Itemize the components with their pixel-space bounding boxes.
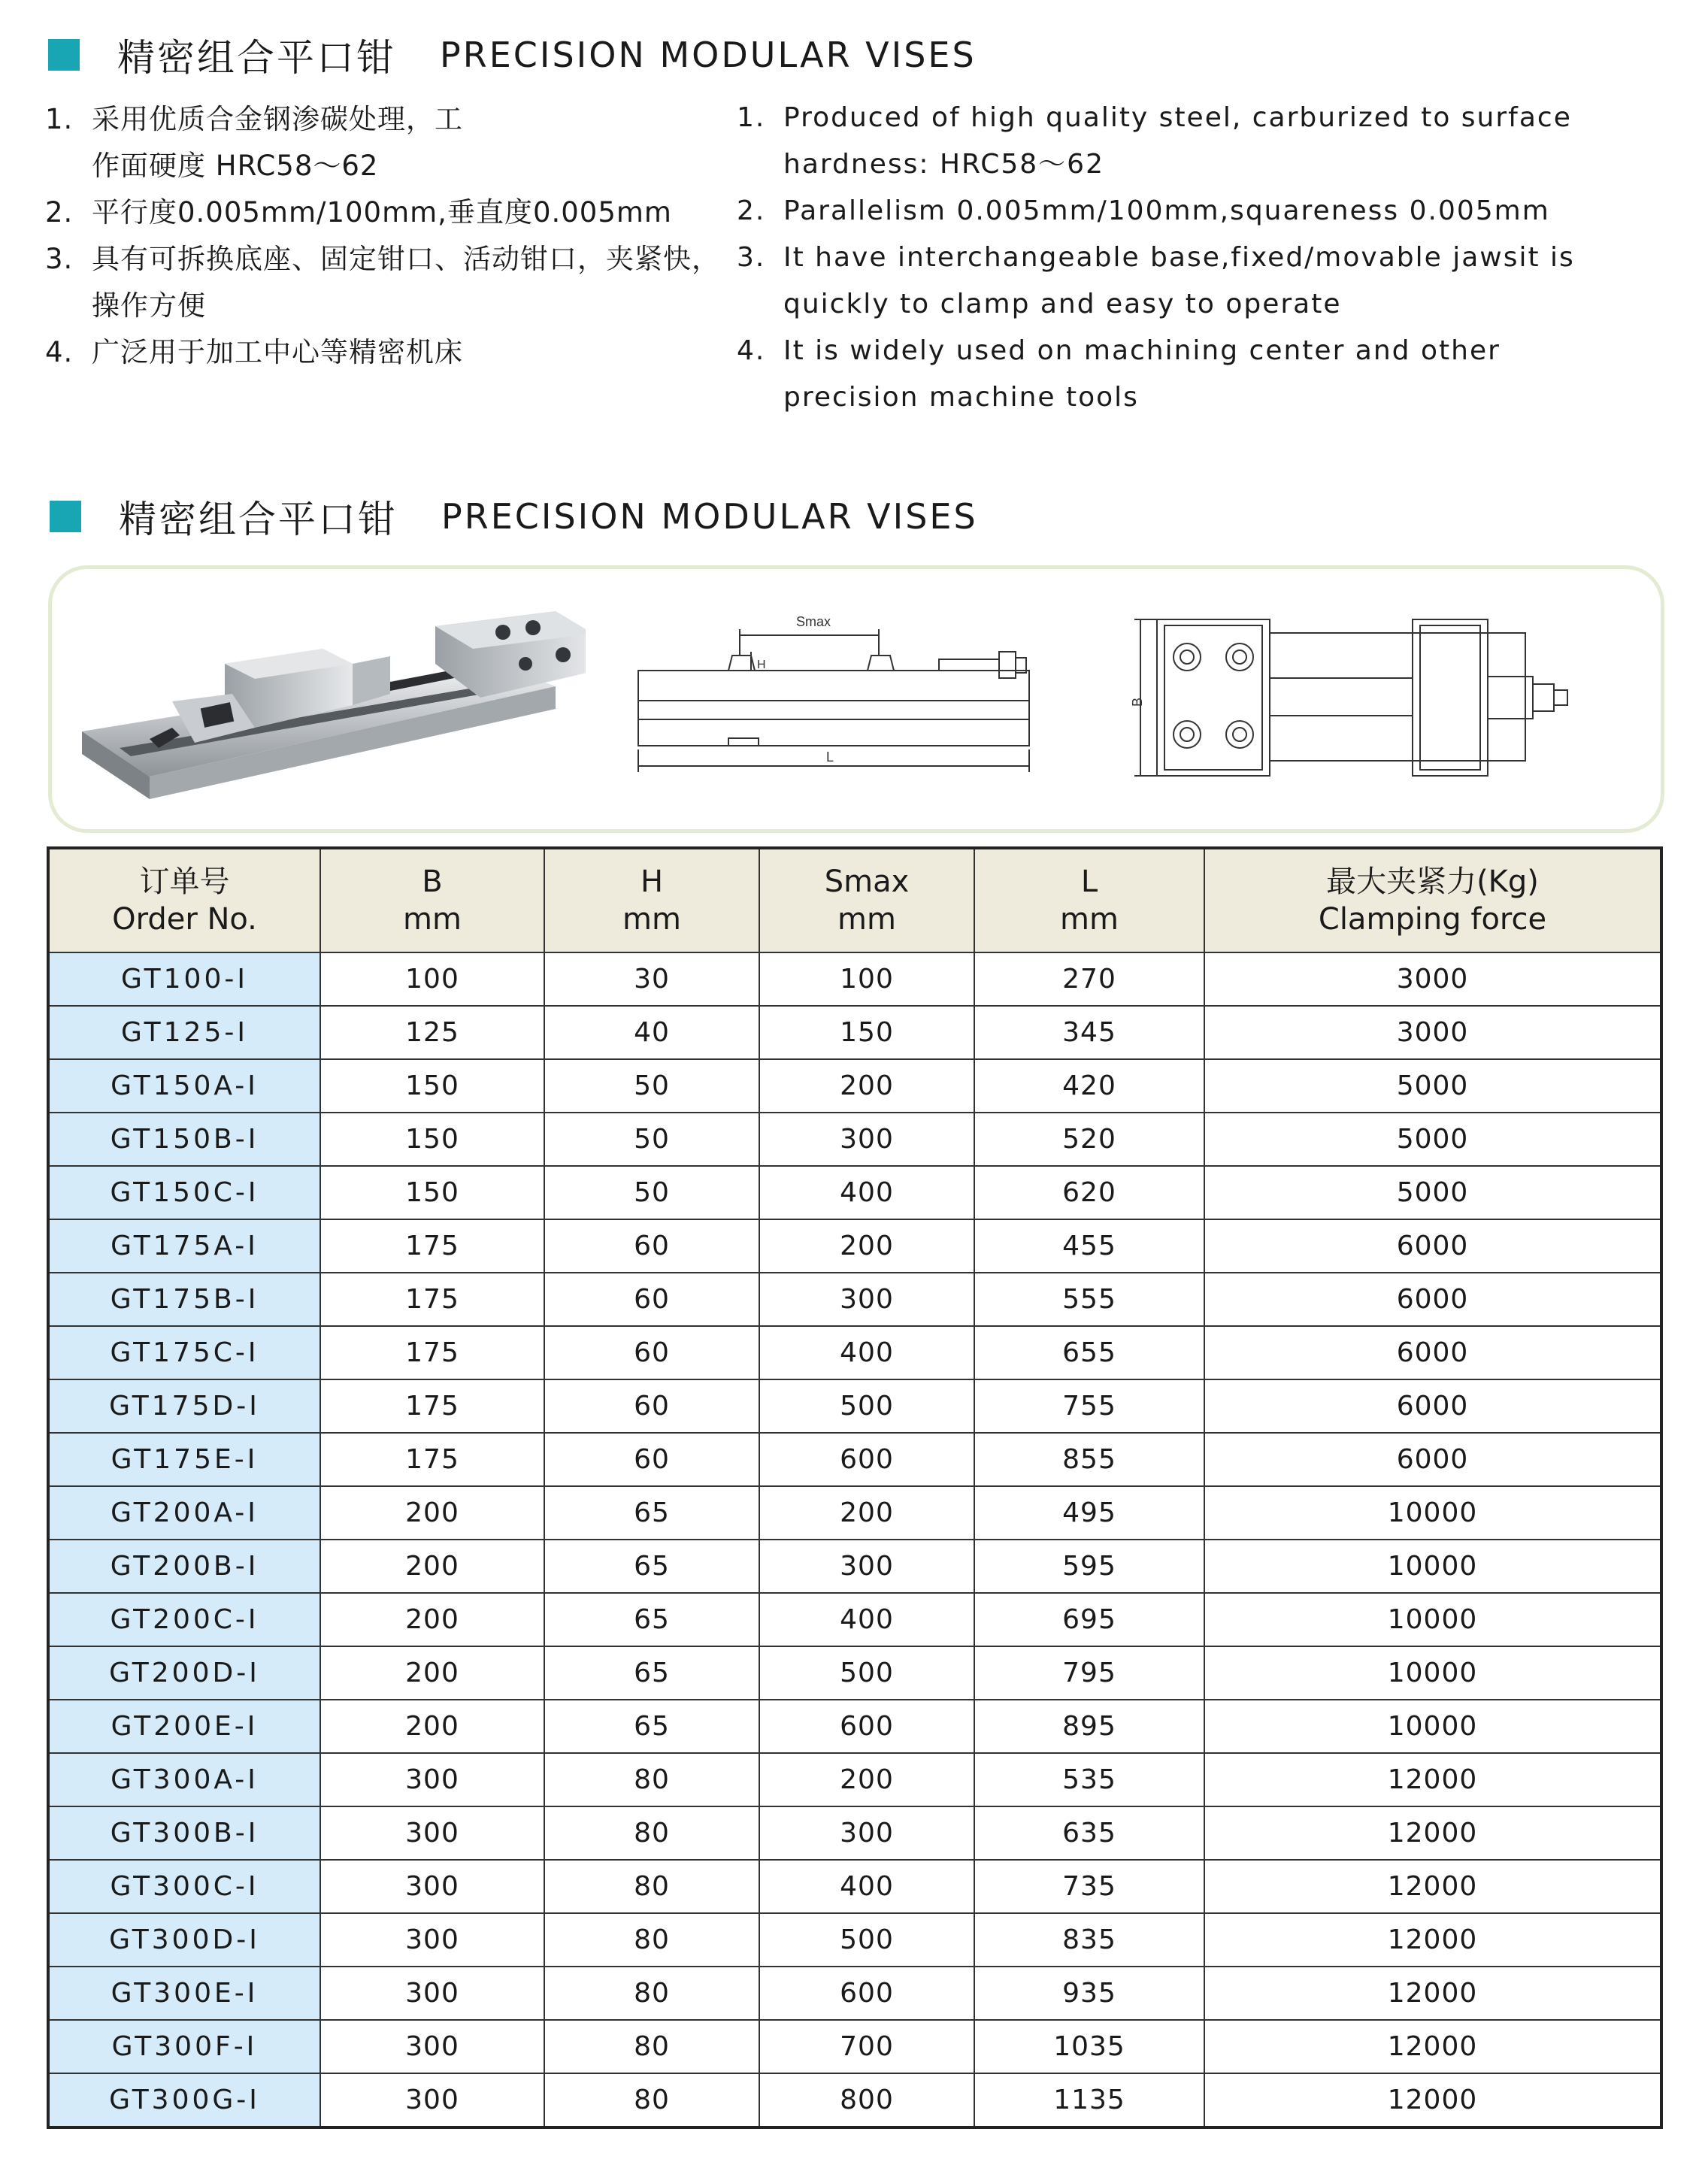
l-label: L xyxy=(826,749,834,765)
table-row xyxy=(48,1273,1661,1326)
item-number: 1. xyxy=(737,102,766,133)
cell-smax-mm: 300 xyxy=(759,1273,974,1326)
product-image-panel xyxy=(48,565,1664,833)
list-item xyxy=(45,189,722,236)
cell-smax-mm: 600 xyxy=(759,1433,974,1486)
col-header-h: H mm xyxy=(544,848,759,952)
table-row xyxy=(48,1806,1661,1860)
side-view-drawing xyxy=(623,599,1059,795)
cell-b-mm: 300 xyxy=(320,1967,544,2020)
cell-smax-mm: 400 xyxy=(759,1593,974,1646)
cell-smax-mm: 200 xyxy=(759,1753,974,1806)
cell-order-no: GT175C-Ⅰ xyxy=(48,1326,320,1379)
cell-b-mm: 175 xyxy=(320,1273,544,1326)
cell-l-mm: 735 xyxy=(974,1860,1204,1913)
table-row xyxy=(48,1379,1661,1433)
vise-photo-illustration xyxy=(74,574,586,814)
cell-smax-mm: 500 xyxy=(759,1379,974,1433)
features-en-list xyxy=(737,95,1624,421)
cell-l-mm: 895 xyxy=(974,1700,1204,1753)
table-row xyxy=(48,1967,1661,2020)
cell-smax-mm: 600 xyxy=(759,1700,974,1753)
item-number: 1. xyxy=(45,103,74,135)
cell-h-mm: 65 xyxy=(544,1486,759,1540)
cell-l-mm: 535 xyxy=(974,1753,1204,1806)
cell-h-mm: 60 xyxy=(544,1379,759,1433)
cell-h-mm: 80 xyxy=(544,1967,759,2020)
cell-l-mm: 345 xyxy=(974,1006,1204,1059)
cell-clamping-force: 5000 xyxy=(1204,1166,1661,1219)
section-title-cn: 精密组合平口钳 xyxy=(117,36,396,80)
item-text: 采用优质合金钢渗碳处理，工作面硬度 HRC58～62 xyxy=(92,103,463,182)
cell-order-no: GT175B-Ⅰ xyxy=(48,1273,320,1326)
list-item xyxy=(45,96,722,189)
cell-clamping-force: 3000 xyxy=(1204,1006,1661,1059)
cell-order-no: GT175E-Ⅰ xyxy=(48,1433,320,1486)
cell-h-mm: 80 xyxy=(544,1913,759,1967)
table-row xyxy=(48,1700,1661,1753)
cell-l-mm: 695 xyxy=(974,1593,1204,1646)
cell-clamping-force: 10000 xyxy=(1204,1700,1661,1753)
cell-smax-mm: 300 xyxy=(759,1540,974,1593)
item-number: 4. xyxy=(45,336,74,368)
cell-order-no: GT200D-Ⅰ xyxy=(48,1646,320,1700)
list-item xyxy=(737,328,1624,421)
cell-h-mm: 80 xyxy=(544,1753,759,1806)
cell-b-mm: 300 xyxy=(320,2073,544,2127)
table-header xyxy=(48,848,1661,952)
cell-order-no: GT300G-Ⅰ xyxy=(48,2073,320,2127)
cell-b-mm: 200 xyxy=(320,1646,544,1700)
table-row xyxy=(48,1646,1661,1700)
item-number: 3. xyxy=(45,243,74,275)
cell-l-mm: 935 xyxy=(974,1967,1204,2020)
cell-b-mm: 175 xyxy=(320,1326,544,1379)
col-header-order: 订单号 Order No. xyxy=(48,848,320,952)
square-bullet-icon xyxy=(48,39,80,71)
cell-clamping-force: 12000 xyxy=(1204,1753,1661,1806)
cell-b-mm: 200 xyxy=(320,1593,544,1646)
section-heading-1 xyxy=(48,29,977,81)
cell-clamping-force: 12000 xyxy=(1204,1806,1661,1860)
cell-h-mm: 65 xyxy=(544,1646,759,1700)
cell-clamping-force: 12000 xyxy=(1204,2020,1661,2073)
item-text: 广泛用于加工中心等精密机床 xyxy=(92,336,463,368)
item-text: Parallelism 0.005mm/100mm,squareness 0.005mm xyxy=(783,195,1550,226)
cell-b-mm: 200 xyxy=(320,1700,544,1753)
cell-clamping-force: 5000 xyxy=(1204,1113,1661,1166)
col-header-b: B mm xyxy=(320,848,544,952)
cell-clamping-force: 3000 xyxy=(1204,952,1661,1006)
cell-smax-mm: 100 xyxy=(759,952,974,1006)
cell-l-mm: 635 xyxy=(974,1806,1204,1860)
cell-b-mm: 125 xyxy=(320,1006,544,1059)
cell-clamping-force: 10000 xyxy=(1204,1486,1661,1540)
table-row xyxy=(48,1113,1661,1166)
cell-clamping-force: 6000 xyxy=(1204,1326,1661,1379)
cell-clamping-force: 10000 xyxy=(1204,1540,1661,1593)
top-view-drawing xyxy=(1127,603,1608,798)
cell-order-no: GT200E-Ⅰ xyxy=(48,1700,320,1753)
col-header-smax: Smax mm xyxy=(759,848,974,952)
table-row xyxy=(48,1006,1661,1059)
cell-h-mm: 65 xyxy=(544,1700,759,1753)
cell-clamping-force: 5000 xyxy=(1204,1059,1661,1113)
cell-order-no: GT150C-Ⅰ xyxy=(48,1166,320,1219)
cell-h-mm: 65 xyxy=(544,1593,759,1646)
cell-b-mm: 150 xyxy=(320,1059,544,1113)
table-row xyxy=(48,2073,1661,2127)
cell-smax-mm: 200 xyxy=(759,1219,974,1273)
cell-order-no: GT300E-Ⅰ xyxy=(48,1967,320,2020)
cell-order-no: GT300F-Ⅰ xyxy=(48,2020,320,2073)
cell-b-mm: 200 xyxy=(320,1540,544,1593)
cell-order-no: GT150A-Ⅰ xyxy=(48,1059,320,1113)
section-title-en: PRECISION MODULAR VISES xyxy=(441,496,978,537)
cell-h-mm: 60 xyxy=(544,1273,759,1326)
cell-smax-mm: 500 xyxy=(759,1913,974,1967)
table-row xyxy=(48,1753,1661,1806)
cell-smax-mm: 400 xyxy=(759,1860,974,1913)
cell-h-mm: 80 xyxy=(544,1860,759,1913)
cell-clamping-force: 10000 xyxy=(1204,1646,1661,1700)
cell-order-no: GT300B-Ⅰ xyxy=(48,1806,320,1860)
table-row xyxy=(48,1913,1661,1967)
cell-h-mm: 80 xyxy=(544,2073,759,2127)
cell-order-no: GT125-Ⅰ xyxy=(48,1006,320,1059)
item-text: 具有可拆换底座、固定钳口、活动钳口，夹紧快，操作方便 xyxy=(92,243,720,322)
list-item xyxy=(737,188,1624,235)
cell-smax-mm: 400 xyxy=(759,1166,974,1219)
cell-order-no: GT200A-Ⅰ xyxy=(48,1486,320,1540)
cell-l-mm: 555 xyxy=(974,1273,1204,1326)
cell-clamping-force: 6000 xyxy=(1204,1273,1661,1326)
cell-l-mm: 755 xyxy=(974,1379,1204,1433)
cell-l-mm: 270 xyxy=(974,952,1204,1006)
cell-smax-mm: 150 xyxy=(759,1006,974,1059)
cell-b-mm: 300 xyxy=(320,2020,544,2073)
cell-h-mm: 40 xyxy=(544,1006,759,1059)
cell-smax-mm: 500 xyxy=(759,1646,974,1700)
cell-smax-mm: 200 xyxy=(759,1059,974,1113)
cell-clamping-force: 12000 xyxy=(1204,1860,1661,1913)
col-header-l: L mm xyxy=(974,848,1204,952)
section-heading-2 xyxy=(50,490,978,543)
cell-l-mm: 795 xyxy=(974,1646,1204,1700)
h-label: H xyxy=(757,659,766,671)
b-label: B xyxy=(1130,697,1145,707)
cell-order-no: GT300A-Ⅰ xyxy=(48,1753,320,1806)
cell-order-no: GT300D-Ⅰ xyxy=(48,1913,320,1967)
list-item xyxy=(737,95,1624,188)
item-text: Produced of high quality steel, carburized to surface hardness: HRC58～62 xyxy=(783,102,1572,180)
item-number: 2. xyxy=(45,196,74,229)
cell-order-no: GT300C-Ⅰ xyxy=(48,1860,320,1913)
cell-clamping-force: 10000 xyxy=(1204,1593,1661,1646)
item-number: 4. xyxy=(737,335,766,366)
cell-smax-mm: 300 xyxy=(759,1806,974,1860)
cell-smax-mm: 300 xyxy=(759,1113,974,1166)
table-row xyxy=(48,1433,1661,1486)
cell-b-mm: 200 xyxy=(320,1486,544,1540)
cell-order-no: GT175D-Ⅰ xyxy=(48,1379,320,1433)
item-number: 3. xyxy=(737,242,766,273)
cell-b-mm: 150 xyxy=(320,1166,544,1219)
table-body xyxy=(48,952,1661,2127)
cell-order-no: GT150B-Ⅰ xyxy=(48,1113,320,1166)
list-item xyxy=(737,235,1624,328)
cell-b-mm: 150 xyxy=(320,1113,544,1166)
table-row xyxy=(48,1166,1661,1219)
item-number: 2. xyxy=(737,195,766,226)
cell-b-mm: 300 xyxy=(320,1913,544,1967)
cell-l-mm: 835 xyxy=(974,1913,1204,1967)
table-row xyxy=(48,1219,1661,1273)
cell-smax-mm: 400 xyxy=(759,1326,974,1379)
cell-b-mm: 175 xyxy=(320,1433,544,1486)
cell-h-mm: 50 xyxy=(544,1166,759,1219)
cell-h-mm: 65 xyxy=(544,1540,759,1593)
cell-smax-mm: 800 xyxy=(759,2073,974,2127)
list-item xyxy=(45,329,722,376)
cell-clamping-force: 12000 xyxy=(1204,1967,1661,2020)
cell-h-mm: 50 xyxy=(544,1059,759,1113)
cell-h-mm: 60 xyxy=(544,1433,759,1486)
cell-h-mm: 80 xyxy=(544,2020,759,2073)
section-title-cn: 精密组合平口钳 xyxy=(119,498,398,541)
cell-smax-mm: 600 xyxy=(759,1967,974,2020)
cell-b-mm: 300 xyxy=(320,1753,544,1806)
cell-l-mm: 655 xyxy=(974,1326,1204,1379)
table-row xyxy=(48,952,1661,1006)
spec-table xyxy=(47,846,1663,2129)
cell-clamping-force: 6000 xyxy=(1204,1433,1661,1486)
cell-smax-mm: 200 xyxy=(759,1486,974,1540)
cell-l-mm: 595 xyxy=(974,1540,1204,1593)
cell-b-mm: 100 xyxy=(320,952,544,1006)
cell-l-mm: 495 xyxy=(974,1486,1204,1540)
cell-order-no: GT100-Ⅰ xyxy=(48,952,320,1006)
cell-l-mm: 1035 xyxy=(974,2020,1204,2073)
cell-b-mm: 175 xyxy=(320,1379,544,1433)
table-row xyxy=(48,1326,1661,1379)
section-title-en: PRECISION MODULAR VISES xyxy=(440,35,977,75)
cell-clamping-force: 6000 xyxy=(1204,1219,1661,1273)
table-row xyxy=(48,1540,1661,1593)
cell-b-mm: 300 xyxy=(320,1806,544,1860)
item-text: It have interchangeable base,fixed/movable jawsit is quickly to clamp and easy to operate xyxy=(783,242,1575,319)
cell-order-no: GT200B-Ⅰ xyxy=(48,1540,320,1593)
table-row xyxy=(48,1486,1661,1540)
cell-l-mm: 1135 xyxy=(974,2073,1204,2127)
square-bullet-icon xyxy=(50,501,81,532)
cell-l-mm: 520 xyxy=(974,1113,1204,1166)
smax-label: Smax xyxy=(796,614,831,629)
cell-order-no: GT175A-Ⅰ xyxy=(48,1219,320,1273)
table-row xyxy=(48,1593,1661,1646)
cell-h-mm: 60 xyxy=(544,1219,759,1273)
cell-l-mm: 620 xyxy=(974,1166,1204,1219)
cell-b-mm: 175 xyxy=(320,1219,544,1273)
cell-h-mm: 30 xyxy=(544,952,759,1006)
cell-h-mm: 50 xyxy=(544,1113,759,1166)
item-text: It is widely used on machining center and other precision machine tools xyxy=(783,335,1501,413)
list-item xyxy=(45,236,722,329)
cell-smax-mm: 700 xyxy=(759,2020,974,2073)
cell-order-no: GT200C-Ⅰ xyxy=(48,1593,320,1646)
cell-clamping-force: 6000 xyxy=(1204,1379,1661,1433)
cell-l-mm: 455 xyxy=(974,1219,1204,1273)
table-row xyxy=(48,1860,1661,1913)
table-row xyxy=(48,2020,1661,2073)
features-cn-list xyxy=(45,96,722,376)
cell-l-mm: 420 xyxy=(974,1059,1204,1113)
cell-h-mm: 60 xyxy=(544,1326,759,1379)
cell-l-mm: 855 xyxy=(974,1433,1204,1486)
cell-clamping-force: 12000 xyxy=(1204,1913,1661,1967)
item-text: 平行度0.005mm/100mm,垂直度0.005mm xyxy=(92,196,672,229)
table-row xyxy=(48,1059,1661,1113)
cell-clamping-force: 12000 xyxy=(1204,2073,1661,2127)
cell-h-mm: 80 xyxy=(544,1806,759,1860)
col-header-clamping-force: 最大夹紧力(Kg) Clamping force xyxy=(1204,848,1661,952)
cell-b-mm: 300 xyxy=(320,1860,544,1913)
